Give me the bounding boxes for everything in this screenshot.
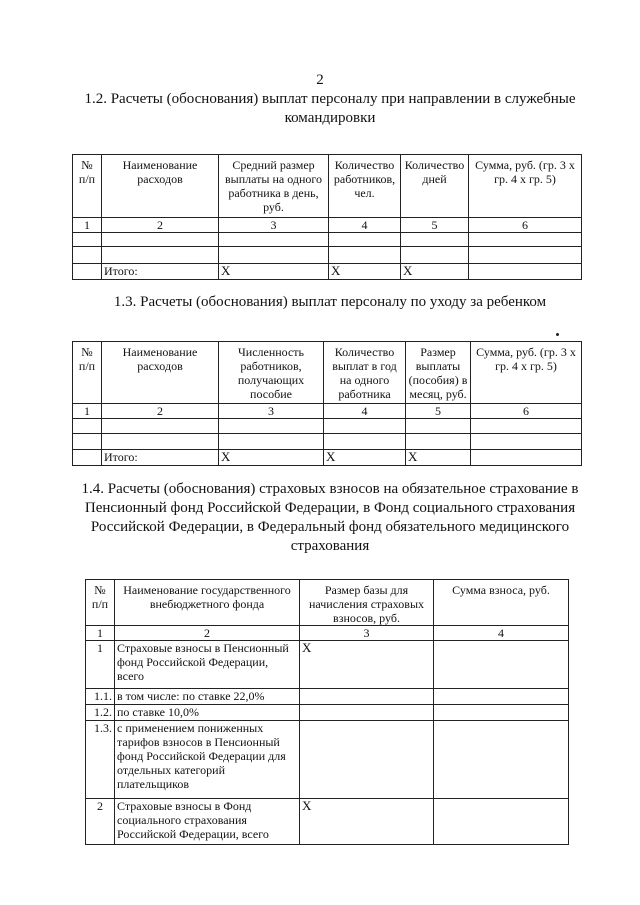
col-number: 5	[406, 404, 471, 419]
col-header: Наименование расходов	[102, 155, 219, 218]
row-number: 2	[86, 799, 115, 845]
col-number: 3	[300, 626, 434, 641]
section-12-title: 1.2. Расчеты (обоснования) выплат персоналу при направлении в служебные командировки	[84, 91, 576, 126]
fund-name: по ставке 10,0%	[115, 705, 300, 721]
total-row	[73, 264, 582, 280]
x-mark: X	[219, 450, 324, 466]
total-label: Итого:	[102, 264, 219, 280]
base-value	[300, 705, 434, 721]
col-number: 1	[86, 626, 115, 641]
col-number: 6	[469, 218, 582, 233]
col-header: Наименование государственного внебюджетного фонда	[115, 580, 300, 626]
col-header: № п/п	[73, 155, 102, 218]
col-header: № п/п	[86, 580, 115, 626]
fund-name: Страховые взносы в Пенсионный фонд Российской Федерации, всего	[115, 641, 300, 689]
table-row	[86, 705, 569, 721]
row-number: 1.2.	[86, 705, 115, 721]
table-child-care	[72, 341, 582, 466]
table-insurance-contributions	[85, 579, 569, 845]
col-header: № п/п	[73, 342, 102, 404]
scan-dot	[556, 333, 559, 336]
row-number: 1.1.	[86, 689, 115, 705]
total-row	[73, 450, 582, 466]
col-header: Наименование расходов	[102, 342, 219, 404]
x-mark: X	[324, 450, 406, 466]
total-label: Итого:	[102, 450, 219, 466]
col-number: 2	[102, 404, 219, 419]
col-number: 6	[471, 404, 582, 419]
x-mark: X	[401, 264, 469, 280]
fund-name: Страховые взносы в Фонд социального страхования Российской Федерации, всего	[115, 799, 300, 845]
table-row	[73, 233, 582, 247]
col-number: 1	[73, 404, 102, 419]
fund-name: в том числе: по ставке 22,0%	[115, 689, 300, 705]
x-mark: X	[219, 264, 329, 280]
page-number: 2	[316, 72, 324, 88]
table-business-trips	[72, 154, 582, 280]
section-14-title: 1.4. Расчеты (обоснования) страховых взносов на обязательное страхование в Пенсионный фонд Российской Федерации, в Фонд социального страхования Российской Федерации, в Федеральный фонд обязательного медицинского страхования	[81, 481, 579, 554]
col-header: Сумма, руб. (гр. 3 х гр. 4 х гр. 5)	[469, 155, 582, 218]
x-mark: X	[329, 264, 401, 280]
x-mark: X	[300, 799, 434, 845]
col-number: 2	[115, 626, 300, 641]
col-number: 3	[219, 404, 324, 419]
col-header: Количество выплат в год на одного работника	[324, 342, 406, 404]
x-mark: X	[406, 450, 471, 466]
col-header: Размер выплаты (пособия) в месяц, руб.	[406, 342, 471, 404]
table-row	[86, 689, 569, 705]
section-13-title: 1.3. Расчеты (обоснования) выплат персоналу по уходу за ребенком	[113, 294, 547, 310]
fund-name: с применением пониженных тарифов взносов в Пенсионный фонд Российской Федерации для отдельных категорий плательщиков	[115, 721, 300, 799]
col-header: Численность работников, получающих пособие	[219, 342, 324, 404]
row-number: 1	[86, 641, 115, 689]
col-number: 4	[324, 404, 406, 419]
table-row	[86, 721, 569, 799]
table-row	[86, 799, 569, 845]
col-number: 3	[219, 218, 329, 233]
table-row	[86, 641, 569, 689]
col-number: 1	[73, 218, 102, 233]
table-row	[73, 434, 582, 450]
col-header: Количество работников, чел.	[329, 155, 401, 218]
table-row	[73, 419, 582, 434]
col-number: 4	[434, 626, 569, 641]
col-header: Сумма, руб. (гр. 3 х гр. 4 х гр. 5)	[471, 342, 582, 404]
row-number: 1.3.	[86, 721, 115, 799]
x-mark: X	[300, 641, 434, 689]
col-number: 2	[102, 218, 219, 233]
col-number: 4	[329, 218, 401, 233]
base-value	[300, 689, 434, 705]
col-header: Средний размер выплаты на одного работника в день, руб.	[219, 155, 329, 218]
table-row	[73, 247, 582, 264]
col-header: Количество дней	[401, 155, 469, 218]
col-header: Сумма взноса, руб.	[434, 580, 569, 626]
col-number: 5	[401, 218, 469, 233]
base-value	[300, 721, 434, 799]
col-header: Размер базы для начисления страховых взносов, руб.	[300, 580, 434, 626]
